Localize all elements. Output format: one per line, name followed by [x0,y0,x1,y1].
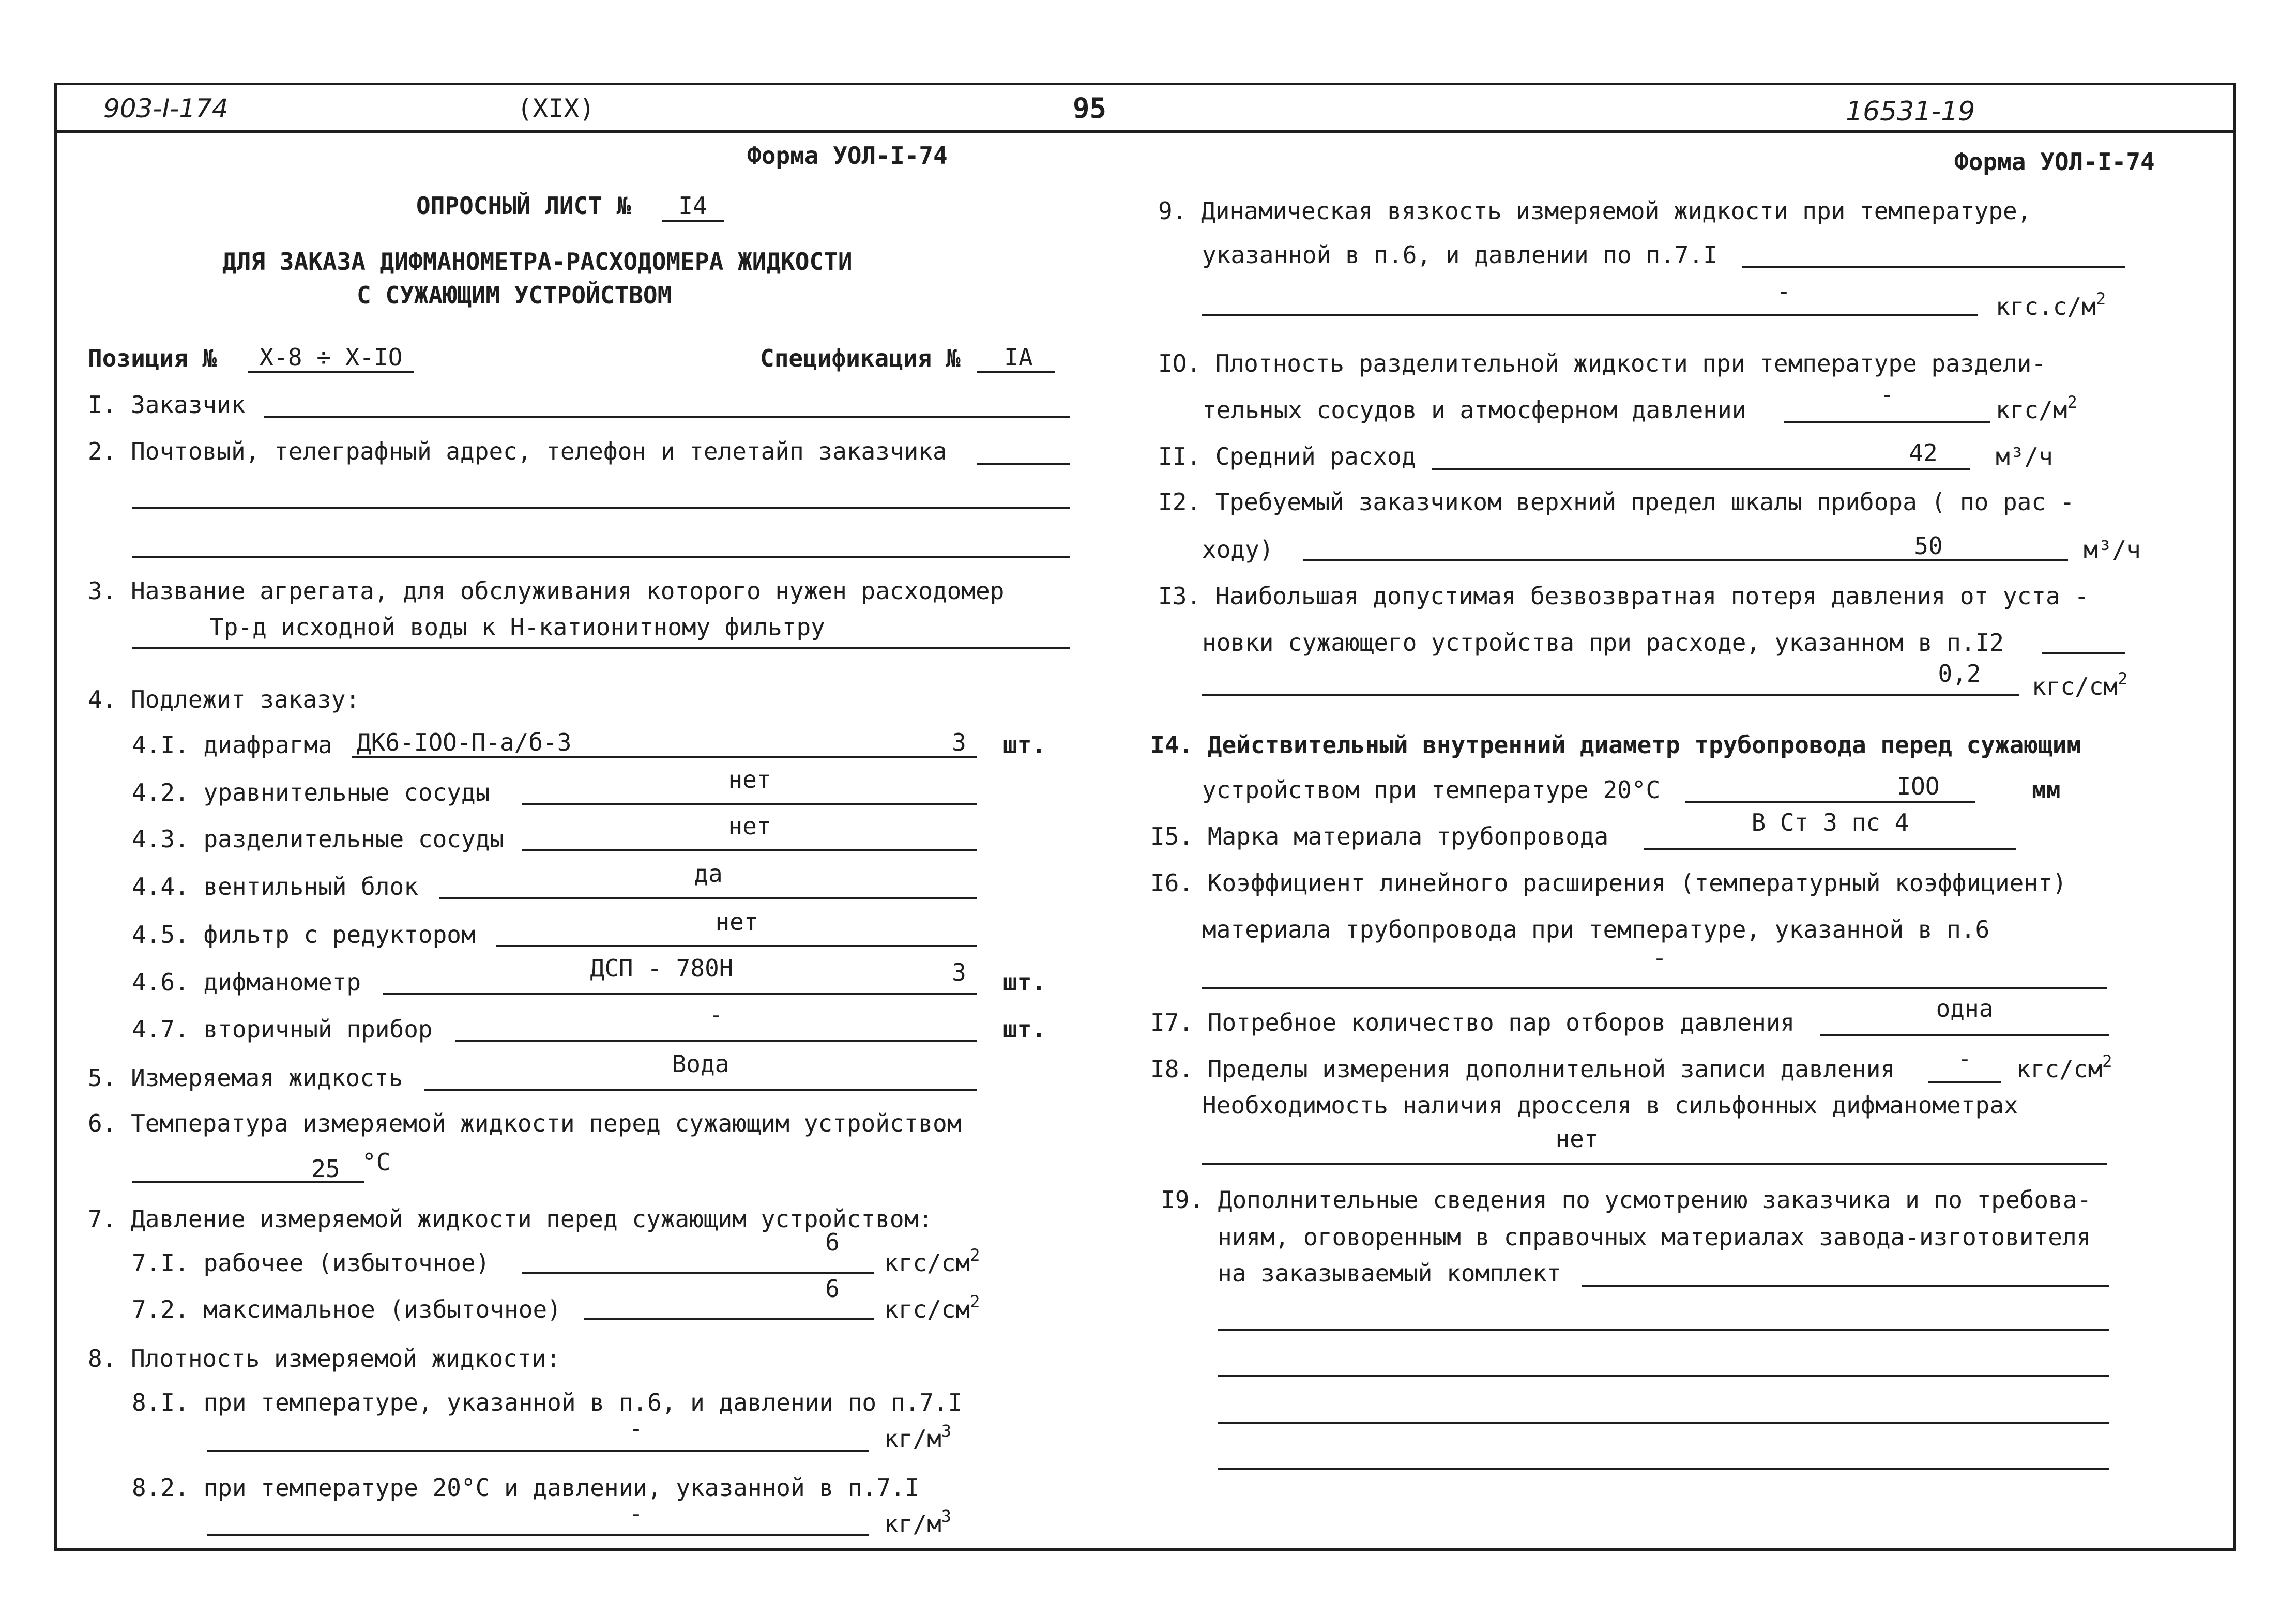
item-11-line [1432,468,1970,470]
sheet-number: I4 [678,192,707,220]
item-7-2-label: 7.2. максимальное (избыточное) [132,1295,561,1323]
item-4-1-line [352,756,977,758]
sheet-number-line [662,220,724,222]
item-12-line2: ходу) [1202,536,1274,563]
item-7-1-unit-text: кгс/см [884,1249,970,1277]
volume-label: (XIX) [517,94,595,124]
position-value: Х-8 ÷ Х-IO [259,343,403,371]
item-10-value: - [1880,380,1894,408]
item-2-label: 2. Почтовый, телеграфный адрес, телефон и телетайп заказчика [88,437,947,465]
item-6-line [132,1181,364,1183]
item-14-line [1685,801,1975,803]
item-4-3-label: 4.3. разделительные сосуды [132,825,505,853]
item-10-line2: тельных сосудов и атмосферном давлении [1202,396,1746,424]
item-4-2-line [522,803,977,805]
item-13-line2: новки сужающего устройства при расходе, указанном в п.I2 [1202,629,2004,657]
header-divider [54,130,2236,133]
item-4-4-value: да [694,860,723,888]
item-1-label: I. Заказчик [88,391,246,419]
item-4-3-value: нет [728,812,771,840]
page-number: 95 [1073,92,1107,125]
item-19-line-d [1218,1422,2109,1424]
item-8-1-label: 8.I. при температуре, указанной в п.6, и давлении по п.7.I [132,1388,963,1416]
item-19-line1: I9. Дополнительные сведения по усмотрению заказчика и по требова- [1161,1186,2092,1214]
item-14-line1: I4. Действительный внутренний диаметр трубопровода перед сужающим [1150,731,2081,759]
item-8-1-line [207,1450,869,1452]
item-9-unit-text: кгс.с/м [1996,293,2096,320]
item-9-value: - [1776,277,1791,305]
item-14-line2: устройством при температуре 20°С [1202,776,1661,804]
item-14-unit: мм [2032,776,2061,804]
item-4-5-line [496,945,977,947]
item-8-1-unit: $кг/м^3$ [884,1421,952,1453]
item-8-2-value: - [629,1500,643,1528]
item-11-label: II. Средний расход [1158,442,1416,470]
item-19-line-e [1218,1468,2109,1470]
item-7-1-unit: кгс/$см^2$ [884,1245,980,1277]
item-7-1-value: 6 [825,1228,840,1256]
item-5-line [424,1089,977,1091]
item-13-line-b [1202,694,2019,696]
item-4-7-label: 4.7. вторичный прибор [132,1015,433,1043]
item-9-line-b [1202,314,1978,316]
item-6-unit: °С [362,1148,391,1176]
item-10-unit: кгс/$м^2$ [1996,392,2077,424]
form-label-left: Форма УОЛ-I-74 [747,142,948,170]
item-17-label: I7. Потребное количество пар отборов давления [1150,1009,1795,1036]
item-12-value: 50 [1914,532,1943,560]
item-4-6-label: 4.6. дифманометр [132,968,361,996]
item-17-line [1820,1034,2109,1036]
item-19-line-b [1218,1329,2109,1331]
item-9-line-a [1742,266,2125,268]
item-13-value: 0,2 [1938,660,1981,688]
item-4-7-value: - [709,1001,723,1029]
item-4-2-value: нет [728,766,771,793]
item-15-line [1644,848,2016,850]
item-10-line [1784,421,1990,423]
item-15-label: I5. Марка материала трубопровода [1150,822,1609,850]
item-4-6-line [383,993,977,995]
item-8-1-value: - [629,1414,643,1442]
item-12-unit: м³/ч [2084,536,2141,563]
item-4-5-label: 4.5. фильтр с редуктором [132,921,476,949]
spec-label: Спецификация № [760,344,961,372]
item-5-value: Вода [672,1050,729,1078]
item-13-line1: I3. Наибольшая допустимая безвозвратная потеря давления от уста - [1158,582,2089,610]
item-18-line2: Необходимость наличия дросселя в сильфонных дифманометрах [1202,1091,2018,1119]
item-9-line2: указанной в п.6, и давлении по п.7.I [1202,241,1717,269]
item-7-2-unit: кгс/$см^2$ [884,1292,980,1323]
item-2-line-c [132,556,1070,558]
item-6-value: 25 [311,1155,340,1183]
item-1-line [264,416,1070,418]
item-7-1-label: 7.I. рабочее (избыточное) [132,1249,490,1277]
item-10-unit-text: кгс/м [1996,396,2067,424]
item-16-line [1202,987,2107,989]
item-4-1-value: ДК6-IOO-П-а/б-3 [357,728,572,756]
item-2-line-b [132,507,1070,509]
position-line [248,371,414,373]
item-18-unit: кгс/$см^2$ [2016,1051,2112,1083]
form-label-right: Форма УОЛ-I-74 [1954,148,2155,176]
item-4-7-line [455,1040,977,1042]
item-4-6-value: ДСП - 780Н [590,954,734,982]
item-13-unit-text: кгс/см [2032,673,2118,700]
item-4-1-qty: 3 [952,728,966,756]
item-7-label: 7. Давление измеряемой жидкости перед сужающим устройством: [88,1205,933,1233]
item-11-unit: м³/ч [1996,442,2053,470]
item-12-line1: I2. Требуемый заказчиком верхний предел шкалы прибора ( по рас - [1158,488,2075,516]
archive-number: 16531-19 [1846,96,1975,127]
item-8-2-unit-text: кг/м [884,1510,941,1538]
item-8-2-line [207,1534,869,1536]
item-8-2-unit: $кг/м^3$ [884,1506,952,1538]
item-4-4-line [439,897,977,899]
item-4-6-qty: 3 [952,958,966,986]
item-4-3-line [522,849,977,851]
item-16-line1: I6. Коэффициент линейного расширения (температурный коэффициент) [1150,869,2067,897]
item-19-line3: на заказываемый комплект [1218,1259,1561,1287]
item-17-value: одна [1936,995,1994,1022]
subtitle-2: С СУЖАЮЩИМ УСТРОЙСТВОМ [357,281,672,309]
item-3-label: 3. Название агрегата, для обслуживания которого нужен расходомер [88,577,1005,605]
doc-id: 903-I-174 [103,94,229,124]
item-4-4-label: 4.4. вентильный блок [132,873,418,900]
item-12-line [1303,559,2068,561]
item-9-unit: $кгс.с/м^2$ [1996,289,2106,320]
position-label: Позиция № [88,344,217,372]
item-3-line [132,647,1070,649]
item-3-value: Тр-д исходной воды к Н-катионитному фильтру [209,613,825,641]
spec-value: IA [1004,343,1033,371]
item-2-line-a [977,463,1070,465]
subtitle-1: ДЛЯ ЗАКАЗА ДИФМАНОМЕТРА-РАСХОДОМЕРА ЖИДКОСТИ [222,248,853,276]
item-11-value: 42 [1909,439,1938,467]
spec-line [977,371,1055,373]
item-18-line1: I8. Пределы измерения дополнительной записи давления [1150,1055,1895,1083]
item-18-value2: нет [1555,1125,1599,1153]
item-8-label: 8. Плотность измеряемой жидкости: [88,1345,560,1372]
item-8-1-unit-text: кг/м [884,1425,941,1453]
item-19-line2: ниям, оговоренным в справочных материалах завода-изготовителя [1218,1223,2091,1251]
item-9-line1: 9. Динамическая вязкость измеряемой жидкости при температуре, [1158,197,2032,225]
item-18-value: - [1957,1045,1972,1073]
item-7-2-line [584,1318,874,1320]
item-10-line1: IO. Плотность разделительной жидкости при температуре раздели- [1158,349,2046,377]
item-4-5-value: нет [715,908,758,936]
item-4-6-unit: шт. [1003,968,1046,996]
item-7-2-value: 6 [825,1275,840,1303]
item-4-1-unit: шт. [1003,731,1046,759]
item-14-value: IOO [1896,772,1940,800]
item-16-line2: материала трубопровода при температуре, указанной в п.6 [1202,915,1990,943]
item-18-unit-text: кгс/см [2016,1055,2103,1083]
item-4-7-unit: шт. [1003,1015,1046,1043]
item-18-line-a [1928,1081,2001,1083]
item-4-2-label: 4.2. уравнительные сосуды [132,779,490,806]
item-8-2-label: 8.2. при температуре 20°С и давлении, указанной в п.7.I [132,1474,920,1502]
item-18-line-b [1202,1163,2107,1165]
item-19-line-c [1218,1375,2109,1377]
item-15-value: В Ст 3 пс 4 [1751,808,1909,836]
item-4-label: 4. Подлежит заказу: [88,685,360,713]
item-13-unit: кгс/$см^2$ [2032,669,2128,700]
item-5-label: 5. Измеряемая жидкость [88,1064,403,1092]
item-4-1-label: 4.I. диафрагма [132,731,332,759]
item-16-value: - [1652,944,1667,972]
item-7-2-unit-text: кгс/см [884,1295,970,1323]
item-6-label: 6. Температура измеряемой жидкости перед сужающим устройством [88,1109,962,1137]
item-7-1-line [522,1272,874,1274]
item-13-line-a [2042,652,2125,654]
title-prefix: ОПРОСНЫЙ ЛИСТ № [416,192,631,220]
item-19-line-a [1582,1285,2109,1287]
